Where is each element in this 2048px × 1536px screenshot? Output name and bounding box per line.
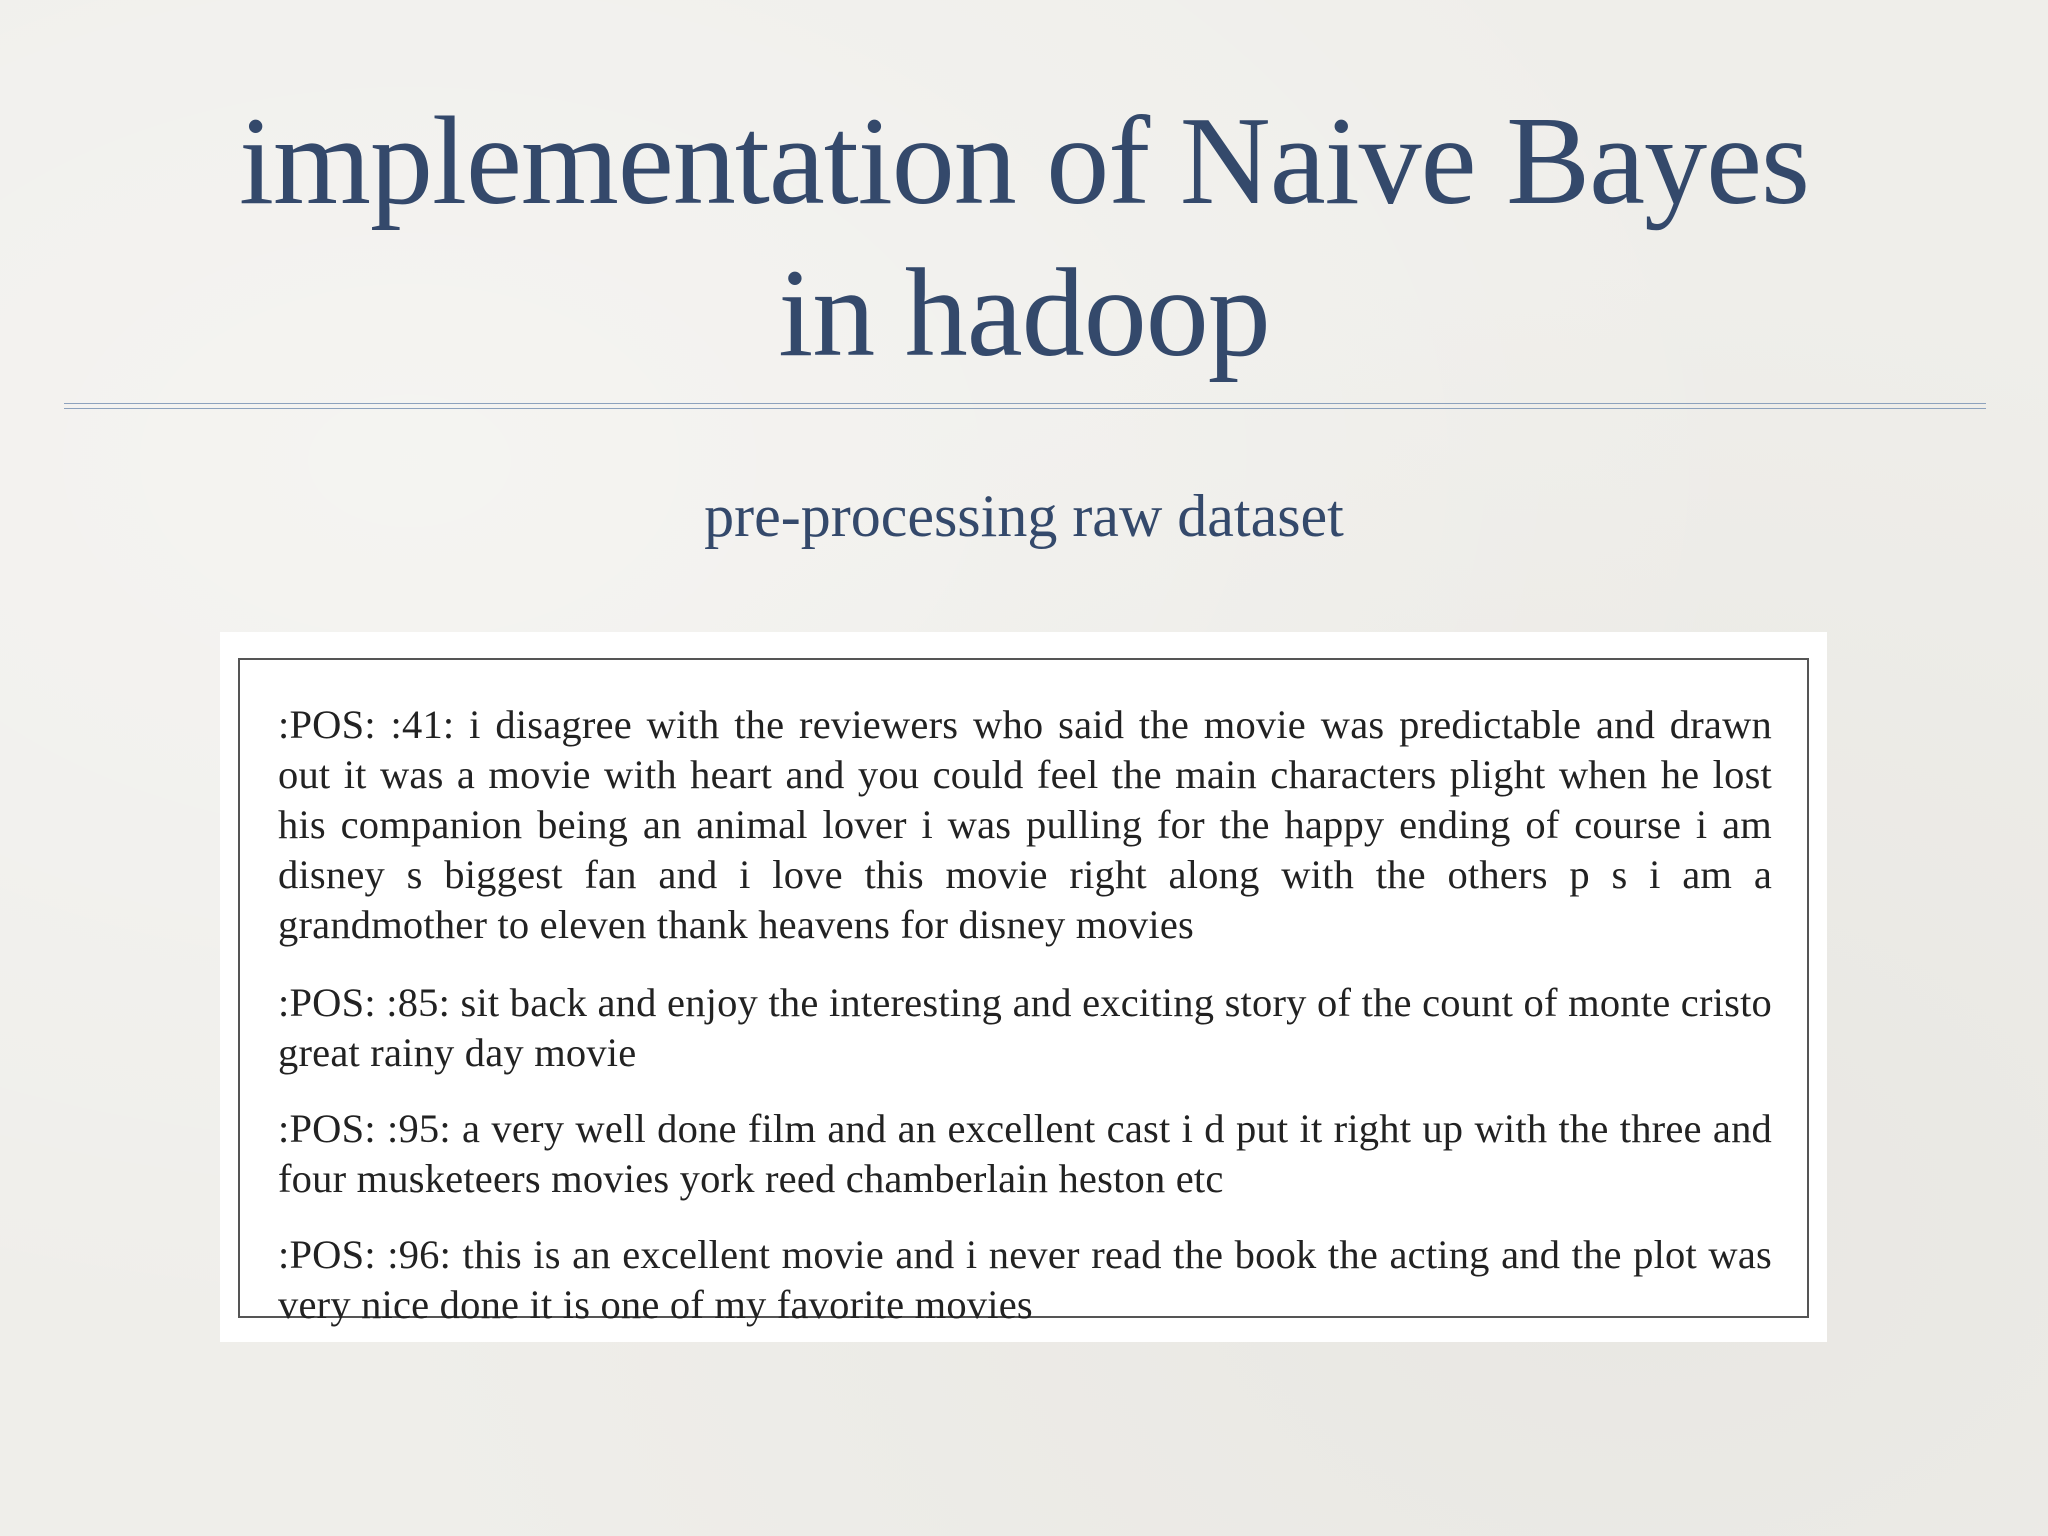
dataset-record: :POS: :95: a very well done film and an excellent cast i d put it right up with the three and four musketeers movies york reed chamberlain heston etc [278, 1106, 1772, 1201]
title-line-1: implementation of Naive Bayes [238, 92, 1810, 231]
title-line-2: in hadoop [778, 244, 1270, 383]
slide-subtitle: pre-processing raw dataset [704, 483, 1344, 549]
dataset-sample-image [220, 632, 1827, 1342]
dataset-record: :POS: :41: i disagree with the reviewers who said the movie was predictable and drawn out it was a movie with heart and you could feel the main characters plight when he lost his companion being an animal lover i was pulling for the happy ending of course i am disney s biggest fan and i love this movie right along with the others p s i am a grandmother to eleven thank heavens for disney movies [278, 702, 1772, 947]
dataset-record: :POS: :85: sit back and enjoy the interesting and exciting story of the count of monte cristo great rainy day movie [278, 980, 1772, 1075]
title-divider [64, 403, 1986, 409]
dataset-record: :POS: :96: this is an excellent movie and i never read the book the acting and the plot was very nice done it is one of my favorite movies [278, 1232, 1772, 1327]
dataset-frame [238, 658, 1809, 1327]
slide-title [100, 86, 1948, 390]
